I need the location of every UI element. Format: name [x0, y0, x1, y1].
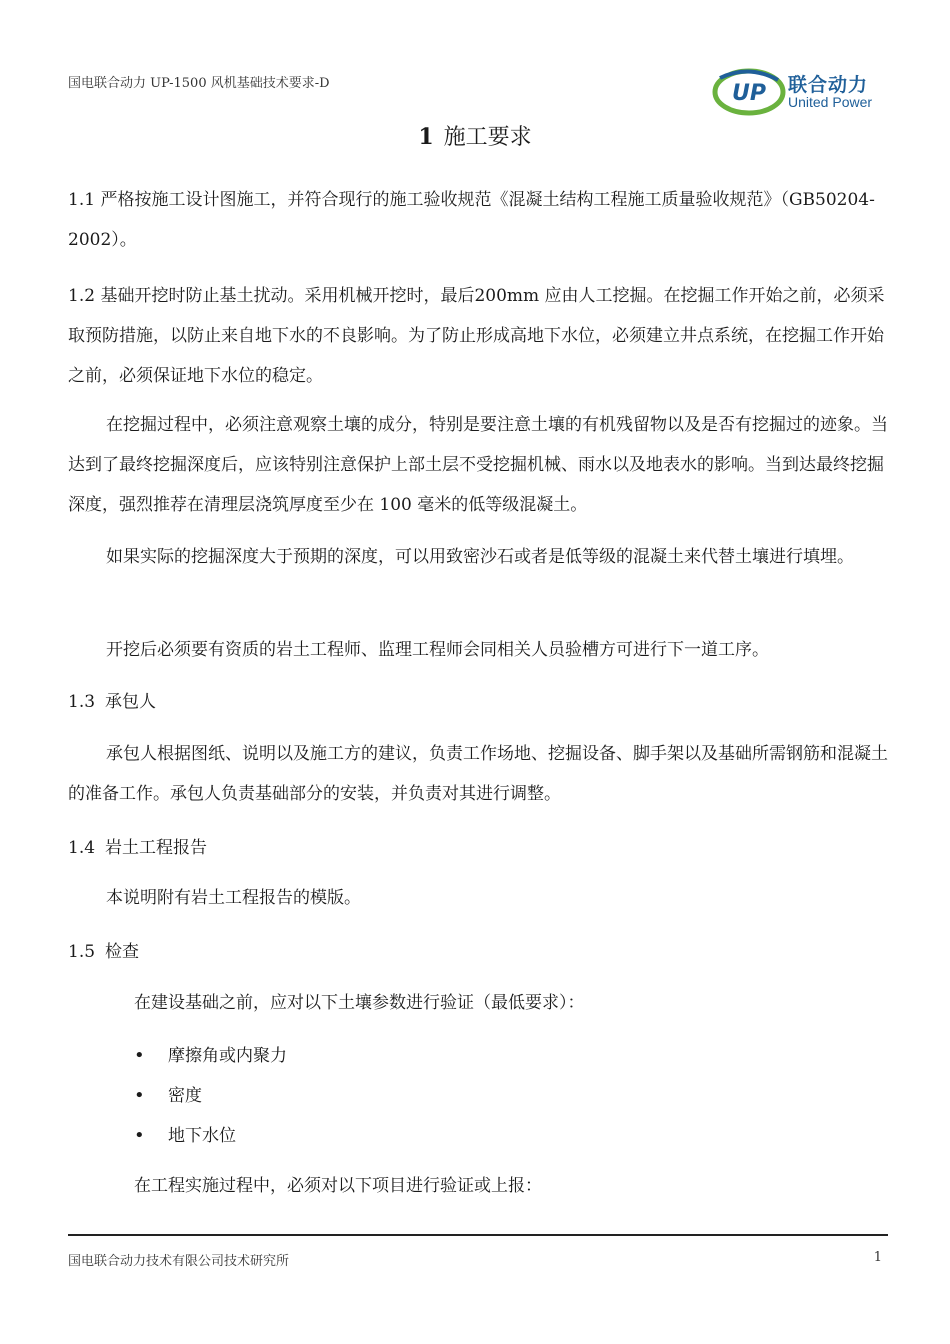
logo-mark-text: UP — [732, 81, 766, 106]
list-item — [134, 1124, 236, 1148]
list-item — [134, 1044, 287, 1068]
list-item-text: 密度 — [168, 1086, 202, 1106]
list-item-text: 地下水位 — [168, 1126, 236, 1146]
page-number: 1 — [873, 1250, 882, 1265]
heading-text: 岩土工程报告 — [105, 838, 208, 858]
paragraph-soil-params-intro: 在建设基础之前，应对以下土壤参数进行验证（最低要求）： — [134, 993, 585, 1013]
heading-number: 1.5 — [68, 942, 96, 962]
list-item-text: 摩擦角或内聚力 — [168, 1046, 287, 1066]
paragraph-geotech-template: 本说明附有岩土工程报告的模版。 — [106, 888, 361, 908]
heading-1-5 — [68, 940, 139, 964]
bullet-icon: • — [134, 1125, 145, 1146]
heading-number: 1.4 — [68, 838, 96, 858]
section-title — [0, 120, 950, 151]
list-item — [134, 1084, 202, 1108]
heading-text: 检查 — [105, 942, 140, 962]
logo-english-name: United Power — [788, 94, 873, 110]
paragraph-1-1: 1.1 严格按施工设计图施工，并符合现行的施工验收规范《混凝土结构工程施工质量验收规范》（GB50204-2002）。 — [68, 190, 875, 250]
heading-text: 承包人 — [105, 692, 157, 712]
section-title-text: 施工要求 — [443, 125, 532, 150]
section-number: 1 — [418, 124, 434, 150]
heading-1-3 — [68, 690, 156, 714]
logo-chinese-name: 联合动力 — [788, 74, 869, 96]
paragraph-verification-intro: 在工程实施过程中，必须对以下项目进行验证或上报： — [134, 1176, 542, 1196]
heading-number: 1.3 — [68, 692, 96, 712]
paragraph-overdig-fill: 如果实际的挖掘深度大于预期的深度，可以用致密沙石或者是低等级的混凝土来代替土壤进行填埋。 — [106, 547, 854, 567]
paragraph-1-2: 1.2 基础开挖时防止基土扰动。采用机械开挖时，最后200mm 应由人工挖掘。在挖掘工作开始之前，必须采取预防措施，以防止来自地下水的不良影响。为了防止形成高地下水位，必须建立井点系统，在挖掘工作开始之前，必须保证地下水位的稳定。 — [68, 286, 885, 386]
bullet-icon: • — [134, 1085, 145, 1106]
united-power-logo — [712, 66, 892, 118]
footer-divider — [68, 1234, 888, 1236]
header-doc-title: 国电联合动力 UP-1500 风机基础技术要求-D — [68, 76, 330, 91]
paragraph-contractor: 承包人根据图纸、说明以及施工方的建议，负责工作场地、挖掘设备、脚手架以及基础所需钢筋和混凝土的准备工作。承包人负责基础部分的安装，并负责对其进行调整。 — [68, 744, 888, 804]
heading-1-4 — [68, 836, 207, 860]
up-logo-icon — [712, 66, 786, 118]
paragraph-excavation-observation: 在挖掘过程中，必须注意观察土壤的成分，特别是要注意土壤的有机残留物以及是否有挖掘过的迹象。当达到了最终挖掘深度后，应该特别注意保护上部土层不受挖掘机械、雨水以及地表水的影响。当到达最终挖掘深度，强烈推荐在清理层浇筑厚度至少在 100 毫米的低等级混凝土。 — [68, 415, 888, 515]
footer-organization: 国电联合动力技术有限公司技术研究所 — [68, 1254, 290, 1269]
paragraph-inspection-approval: 开挖后必须要有资质的岩土工程师、监理工程师会同相关人员验槽方可进行下一道工序。 — [106, 640, 769, 660]
bullet-icon: • — [134, 1045, 145, 1066]
